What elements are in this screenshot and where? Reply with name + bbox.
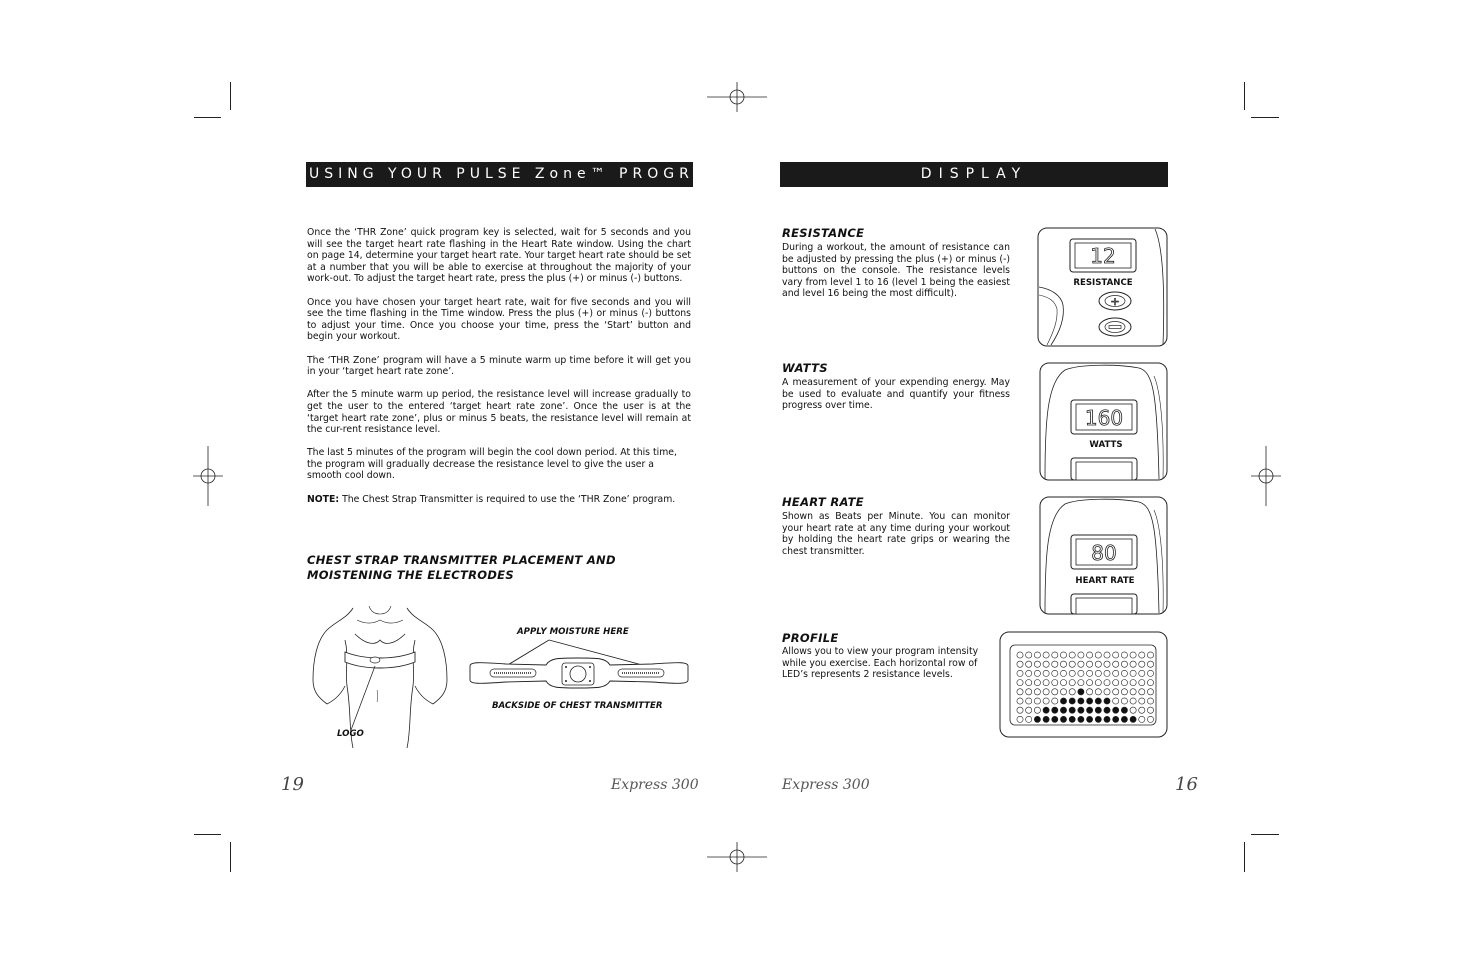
led-off (1121, 698, 1127, 704)
led-off (1069, 661, 1075, 667)
led-off (1095, 661, 1101, 667)
note-text: The Chest Strap Transmitter is required to use the ‘THR Zone’ program. (339, 493, 676, 505)
led-off (1017, 689, 1023, 695)
paragraph: The ‘THR Zone’ program will have a 5 minute warm up time before it will get you in your ‘target heart rate zone’. (307, 354, 691, 378)
led-off (1139, 670, 1145, 676)
heart-rate-title: HEART RATE (782, 495, 864, 509)
led-on (1104, 707, 1110, 713)
led-off (1113, 698, 1119, 704)
led-on (1060, 707, 1066, 713)
paragraph: Once you have chosen your target heart rate, wait for five seconds and you will see the time flashing in the Time window. Press the plus (+) or minus (-) buttons to adjust your time. Once you choose your time, press the ‘Start’ button and begin your workout. (307, 296, 691, 343)
led-off (1043, 661, 1049, 667)
thr-zone-instructions (307, 227, 691, 517)
logo-caption: LOGO (337, 729, 364, 739)
led-off (1034, 707, 1040, 713)
profile-led-matrix-illustration (999, 631, 1169, 739)
led-on (1087, 707, 1093, 713)
led-off (1026, 716, 1032, 722)
led-on (1104, 698, 1110, 704)
note-label: NOTE: (307, 493, 340, 505)
led-off (1026, 670, 1032, 676)
led-off (1043, 689, 1049, 695)
led-off (1147, 707, 1153, 713)
left-page-header: USING YOUR PULSE Zone™ PROGRAM (306, 162, 693, 187)
watts-text: A measurement of your expending energy. May be used to evaluate and quantify your fitness progress over time. (782, 377, 1010, 412)
led-off (1113, 661, 1119, 667)
led-off (1034, 698, 1040, 704)
paragraph: Once the ‘THR Zone’ quick program key is selected, wait for 5 seconds and you will see the target heart rate flashing in the Heart Rate window. Using the chart on page 14, determine your target heart rate. Your target heart rate should be set at a number that you will be able to exercise at throughout the majority of your work-out. To adjust the target heart rate, press the plus (+) or minus (-) buttons. (307, 227, 691, 285)
led-off (1139, 680, 1145, 686)
led-on (1043, 716, 1049, 722)
led-off (1104, 661, 1110, 667)
led-off (1069, 670, 1075, 676)
led-off (1078, 670, 1084, 676)
heart-rate-display-value: 80 (1091, 541, 1117, 565)
led-off (1130, 661, 1136, 667)
left-brand-footer: Express 300 (611, 777, 699, 793)
apply-moisture-caption: APPLY MOISTURE HERE (517, 627, 629, 637)
led-off (1078, 652, 1084, 658)
led-off (1139, 698, 1145, 704)
led-off (1139, 661, 1145, 667)
crop-mark (1251, 117, 1279, 118)
led-off (1060, 689, 1066, 695)
led-off (1095, 680, 1101, 686)
led-off (1104, 670, 1110, 676)
led-off (1139, 707, 1145, 713)
heart-rate-console-illustration (1039, 496, 1169, 616)
paragraph: The last 5 minutes of the program will begin the cool down period. At this time, the program will gradually decrease the resistance level to give the user a smooth cool down. (307, 447, 677, 482)
paragraph: After the 5 minute warm up period, the resistance level will increase gradually to get the user to the entered ‘target heart rate zone’. Once the user is at the ‘target heart rate zone’, plus or minus 5 beats, the resistance level will remain at the cur-rent resistance level. (307, 389, 691, 436)
led-off (1052, 661, 1058, 667)
led-off (1034, 661, 1040, 667)
led-on (1113, 716, 1119, 722)
led-off (1147, 670, 1153, 676)
led-off (1026, 698, 1032, 704)
led-off (1147, 652, 1153, 658)
led-off (1147, 680, 1153, 686)
led-off (1017, 670, 1023, 676)
led-on (1095, 716, 1101, 722)
led-off (1087, 661, 1093, 667)
led-off (1034, 670, 1040, 676)
led-off (1147, 716, 1153, 722)
chest-strap-section-title: CHEST STRAP TRANSMITTER PLACEMENT AND MOISTENING THE ELECTRODES (307, 553, 616, 582)
plus-icon: + (1110, 295, 1120, 308)
led-off (1130, 698, 1136, 704)
minus-icon (1109, 326, 1121, 329)
led-off (1043, 680, 1049, 686)
led-off (1121, 680, 1127, 686)
crop-mark (194, 117, 221, 118)
led-off (1130, 652, 1136, 658)
heart-rate-display-label: HEART RATE (1075, 576, 1135, 586)
registration-target-icon (707, 82, 767, 112)
crop-mark (230, 82, 231, 110)
led-off (1087, 680, 1093, 686)
led-on (1060, 716, 1066, 722)
registration-target-icon (707, 842, 767, 872)
led-off (1121, 670, 1127, 676)
led-off (1052, 680, 1058, 686)
led-off (1130, 680, 1136, 686)
led-on (1113, 707, 1119, 713)
led-off (1017, 707, 1023, 713)
led-off (1113, 689, 1119, 695)
led-on (1121, 707, 1127, 713)
led-off (1017, 652, 1023, 658)
led-off (1043, 698, 1049, 704)
registration-target-icon (1251, 446, 1281, 506)
led-off (1034, 680, 1040, 686)
led-off (1060, 670, 1066, 676)
led-off (1017, 716, 1023, 722)
led-off (1069, 689, 1075, 695)
resistance-display-value: 12 (1090, 244, 1116, 268)
led-off (1026, 707, 1032, 713)
led-off (1130, 670, 1136, 676)
led-on (1069, 716, 1075, 722)
led-off (1017, 661, 1023, 667)
resistance-text: During a workout, the amount of resistance can be adjusted by pressing the plus (+) or minus (-) buttons on the console. The resistance levels vary from level 1 to 16 (level 1 being the easiest and level 16 being the most difficult). (782, 242, 1010, 300)
led-off (1147, 689, 1153, 695)
led-on (1095, 707, 1101, 713)
led-off (1026, 661, 1032, 667)
note (307, 494, 691, 506)
led-off (1026, 680, 1032, 686)
right-brand-footer: Express 300 (782, 777, 870, 793)
led-off (1034, 689, 1040, 695)
crop-mark (1244, 82, 1245, 110)
watts-display-label: WATTS (1089, 440, 1123, 450)
led-off (1139, 716, 1145, 722)
led-off (1069, 652, 1075, 658)
led-off (1060, 661, 1066, 667)
right-page-header: DISPLAY (780, 162, 1168, 187)
profile-title: PROFILE (782, 631, 839, 645)
led-off (1104, 689, 1110, 695)
led-on (1078, 698, 1084, 704)
resistance-display-label: RESISTANCE (1073, 278, 1133, 288)
led-off (1026, 652, 1032, 658)
led-on (1069, 698, 1075, 704)
led-off (1060, 652, 1066, 658)
led-off (1052, 689, 1058, 695)
crop-mark (1251, 834, 1279, 835)
watts-title: WATTS (782, 361, 828, 375)
led-off (1113, 680, 1119, 686)
resistance-title: RESISTANCE (782, 226, 865, 240)
led-on (1121, 716, 1127, 722)
led-on (1087, 716, 1093, 722)
led-on (1060, 698, 1066, 704)
led-on (1078, 689, 1084, 695)
led-on (1052, 707, 1058, 713)
crop-mark (1244, 842, 1245, 872)
right-page-number: 16 (1175, 774, 1198, 795)
led-off (1043, 670, 1049, 676)
led-off (1017, 698, 1023, 704)
led-on (1069, 707, 1075, 713)
led-off (1078, 661, 1084, 667)
left-page-number: 19 (281, 774, 304, 795)
led-off (1087, 652, 1093, 658)
led-off (1052, 652, 1058, 658)
led-off (1139, 652, 1145, 658)
led-off (1060, 680, 1066, 686)
led-on (1078, 716, 1084, 722)
heart-rate-text: Shown as Beats per Minute. You can monitor your heart rate at any time during your workout by holding the heart rate grips or wearing the chest transmitter. (782, 511, 1010, 557)
chest-transmitter-backside-illustration (466, 636, 692, 696)
led-on (1130, 716, 1136, 722)
chest-strap-body-illustration (305, 600, 455, 750)
led-off (1052, 698, 1058, 704)
led-off (1121, 689, 1127, 695)
led-on (1034, 716, 1040, 722)
led-off (1052, 670, 1058, 676)
led-off (1121, 661, 1127, 667)
led-off (1130, 707, 1136, 713)
led-on (1087, 698, 1093, 704)
resistance-console-illustration (1037, 227, 1169, 348)
led-off (1121, 652, 1127, 658)
led-off (1147, 661, 1153, 667)
led-off (1113, 652, 1119, 658)
led-on (1052, 716, 1058, 722)
profile-text: Allows you to view your program intensity while you exercise. Each horizontal row of LED’s represents 2 resistance levels. (782, 646, 979, 681)
led-on (1104, 716, 1110, 722)
led-off (1026, 689, 1032, 695)
led-off (1139, 689, 1145, 695)
led-off (1095, 670, 1101, 676)
led-on (1043, 707, 1049, 713)
led-off (1130, 689, 1136, 695)
registration-target-icon (193, 446, 223, 506)
led-off (1113, 670, 1119, 676)
led-off (1104, 680, 1110, 686)
led-off (1087, 670, 1093, 676)
crop-mark (230, 842, 231, 872)
led-off (1069, 680, 1075, 686)
led-off (1104, 652, 1110, 658)
led-off (1147, 698, 1153, 704)
led-off (1043, 652, 1049, 658)
led-off (1095, 652, 1101, 658)
watts-display-value: 160 (1084, 406, 1124, 430)
crop-mark (194, 834, 221, 835)
led-on (1078, 707, 1084, 713)
led-on (1095, 698, 1101, 704)
led-off (1095, 689, 1101, 695)
led-off (1087, 689, 1093, 695)
led-off (1034, 652, 1040, 658)
watts-console-illustration (1039, 362, 1169, 482)
led-off (1017, 680, 1023, 686)
led-off (1078, 680, 1084, 686)
backside-caption: BACKSIDE OF CHEST TRANSMITTER (492, 701, 663, 711)
